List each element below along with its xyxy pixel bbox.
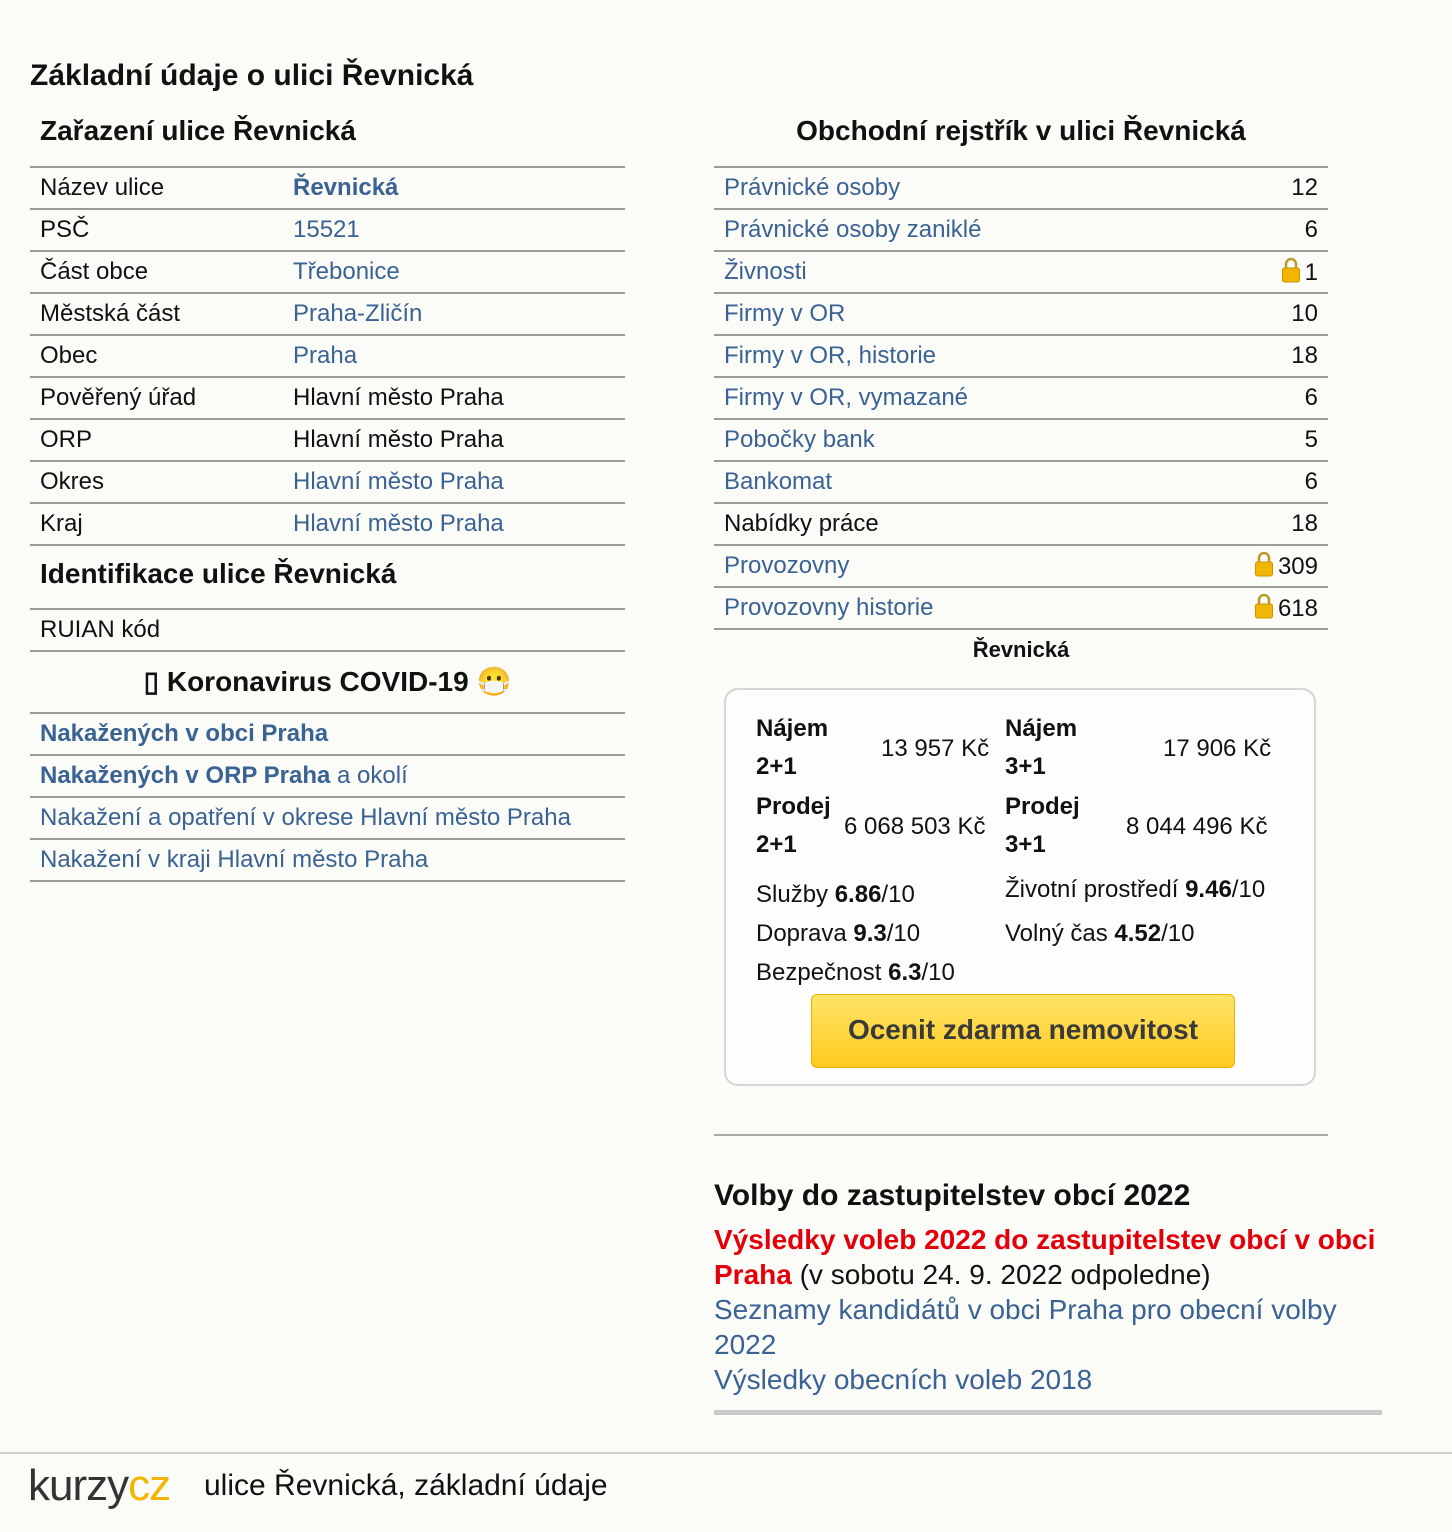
left-column: [30, 110, 625, 882]
row-label: Obec: [30, 335, 283, 377]
table-row: [714, 167, 1328, 209]
row-count: 618: [1185, 587, 1328, 629]
table-row: [714, 545, 1328, 587]
rejstrik-heading: Obchodní rejstřík v ulici Řevnická: [796, 115, 1246, 146]
footer-divider: [0, 1452, 1452, 1454]
prodej-21-value: 6 068 503 Kč: [844, 813, 986, 840]
footer-text: ulice Řevnická, základní údaje: [204, 1469, 608, 1502]
election-date-note: (v sobotu 24. 9. 2022 odpoledne): [791, 1259, 1211, 1290]
table-row: [714, 209, 1328, 251]
street-caption: Řevnická: [972, 637, 1070, 662]
row-value[interactable]: Hlavní město Praha: [283, 461, 625, 503]
row-label[interactable]: Pobočky bank: [714, 419, 1185, 461]
row-value[interactable]: Hlavní město Praha: [283, 503, 625, 545]
price-box: [724, 688, 1316, 1086]
najem-31-label: Nájem 3+1: [1005, 715, 1078, 780]
list-item: [30, 797, 625, 839]
prodej-31-label: Prodej 3+1: [1005, 793, 1080, 858]
table-row: [30, 609, 625, 651]
row-label[interactable]: Provozovny: [714, 545, 1185, 587]
elections-heading: Volby do zastupitelstev obcí 2022: [714, 1179, 1191, 1212]
rejstrik-table: [714, 166, 1328, 630]
covid-link[interactable]: Nakažených v ORP Praha a okolí: [30, 755, 625, 797]
lock-icon: [1254, 593, 1274, 619]
ruian-value: [283, 609, 625, 651]
table-row: [714, 293, 1328, 335]
table-row: [30, 461, 625, 503]
row-count: 309: [1185, 545, 1328, 587]
table-row: [30, 209, 625, 251]
row-count: 1: [1185, 251, 1328, 293]
list-item: [30, 713, 625, 755]
row-label[interactable]: Bankomat: [714, 461, 1185, 503]
score-zivotni-prostredi: Životní prostředí 9.46/10: [1005, 876, 1266, 903]
row-label: Pověřený úřad: [30, 377, 283, 419]
identifikace-table: [30, 608, 625, 652]
row-label: Městská část: [30, 293, 283, 335]
table-row: [714, 587, 1328, 629]
zarazeni-table: [30, 166, 625, 546]
prodej-31-value: 8 044 496 Kč: [1126, 813, 1268, 840]
row-count: 6: [1185, 461, 1328, 503]
row-value[interactable]: Třebonice: [283, 251, 625, 293]
table-row: [30, 503, 625, 545]
row-label[interactable]: Právnické osoby zaniklé: [714, 209, 1185, 251]
score-volny-cas: Volný čas 4.52/10: [1005, 920, 1195, 947]
row-count: 6: [1185, 209, 1328, 251]
najem-31-value: 17 906 Kč: [1163, 735, 1272, 762]
table-row: [30, 335, 625, 377]
divider: [714, 1134, 1328, 1136]
right-column: [714, 110, 1328, 1045]
kurzy-logo[interactable]: kurzycz: [28, 1461, 171, 1510]
table-row: [714, 377, 1328, 419]
row-count: 10: [1185, 293, 1328, 335]
zarazeni-heading: Zařazení ulice Řevnická: [40, 115, 356, 146]
najem-21-value: 13 957 Kč: [881, 735, 990, 762]
identifikace-heading: Identifikace ulice Řevnická: [40, 558, 397, 589]
table-row: [714, 335, 1328, 377]
row-label: Kraj: [30, 503, 283, 545]
lock-icon: [1254, 551, 1274, 577]
election-results-2022-link[interactable]: Výsledky voleb 2022 do zastupitelstev obcí v obci Praha: [714, 1224, 1376, 1290]
covid-links: [30, 712, 625, 882]
table-row: [714, 419, 1328, 461]
elections-results-line: [714, 1222, 1404, 1292]
estimate-property-button[interactable]: Ocenit zdarma nemovitost: [811, 994, 1235, 1068]
prodej-21-label: Prodej 2+1: [756, 793, 831, 858]
row-label[interactable]: Provozovny historie: [714, 587, 1185, 629]
row-label: PSČ: [30, 209, 283, 251]
candidates-link[interactable]: Seznamy kandidátů v obci Praha pro obecní volby 2022: [714, 1294, 1337, 1360]
row-count: 18: [1185, 503, 1328, 545]
row-value[interactable]: Praha: [283, 335, 625, 377]
table-row: [30, 251, 625, 293]
row-value[interactable]: Řevnická: [283, 167, 625, 209]
election-results-2018-link[interactable]: Výsledky obecních voleb 2018: [714, 1364, 1093, 1395]
row-label: Část obce: [30, 251, 283, 293]
table-row: [30, 377, 625, 419]
covid-link[interactable]: Nakažení a opatření v okrese Hlavní město Praha: [30, 797, 625, 839]
covid-link[interactable]: Nakažených v obci Praha: [30, 713, 625, 755]
list-item: [30, 755, 625, 797]
row-count: 12: [1185, 167, 1328, 209]
page-title: Základní údaje o ulici Řevnická: [30, 59, 474, 92]
score-bezpecnost: Bezpečnost 6.3/10: [756, 959, 955, 986]
row-label[interactable]: Právnické osoby: [714, 167, 1185, 209]
table-row: [30, 419, 625, 461]
row-value[interactable]: 15521: [283, 209, 625, 251]
list-item: [30, 839, 625, 881]
elections-bottom-bar: [714, 1410, 1382, 1415]
lock-icon: [1281, 257, 1301, 283]
elections-section: [714, 1176, 1404, 1397]
table-row: [714, 461, 1328, 503]
row-label[interactable]: Firmy v OR, historie: [714, 335, 1185, 377]
row-label: Nabídky práce: [714, 503, 1185, 545]
score-doprava: Doprava 9.3/10: [756, 920, 921, 947]
row-count: 6: [1185, 377, 1328, 419]
row-count: 18: [1185, 335, 1328, 377]
covid-heading: ▯ Koronavirus COVID-19 😷: [143, 666, 512, 697]
table-row: [30, 293, 625, 335]
row-label[interactable]: Živnosti: [714, 251, 1185, 293]
table-row: [714, 503, 1328, 545]
row-value: Hlavní město Praha: [283, 377, 625, 419]
row-label[interactable]: Firmy v OR: [714, 293, 1185, 335]
row-label: ORP: [30, 419, 283, 461]
row-count: 5: [1185, 419, 1328, 461]
table-row: [30, 167, 625, 209]
covid-link[interactable]: Nakažení v kraji Hlavní město Praha: [30, 839, 625, 881]
score-sluzby: Služby 6.86/10: [756, 881, 915, 908]
row-label: Okres: [30, 461, 283, 503]
row-value[interactable]: Praha-Zličín: [283, 293, 625, 335]
row-label: Název ulice: [30, 167, 283, 209]
row-label[interactable]: Firmy v OR, vymazané: [714, 377, 1185, 419]
najem-21-label: Nájem 2+1: [756, 715, 829, 780]
row-value: Hlavní město Praha: [283, 419, 625, 461]
ruian-label: RUIAN kód: [30, 609, 283, 651]
table-row: [714, 251, 1328, 293]
